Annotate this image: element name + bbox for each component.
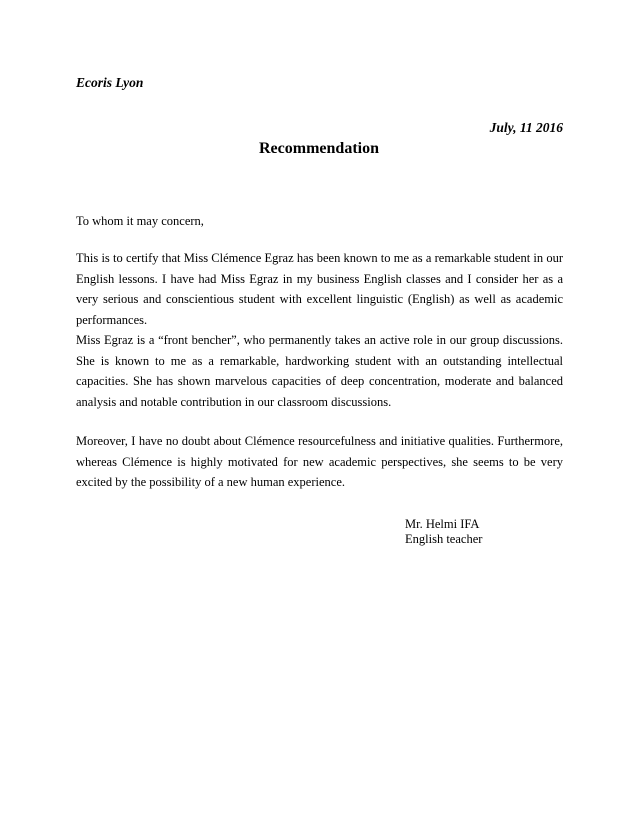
- signatory-role: English teacher: [405, 532, 483, 546]
- letter-title: Recommendation: [259, 140, 379, 157]
- paragraph-qualities: Moreover, I have no doubt about Clémence resourcefulness and initiative qualities. Furthermore, whereas Clémence is highly motivated for new academic perspectives, she seems to be very excited by the possibility of a new human experience.: [76, 434, 563, 489]
- signature-block: [405, 517, 482, 547]
- salutation: To whom it may concern,: [76, 214, 204, 228]
- signatory-name: Mr. Helmi IFA: [405, 517, 480, 531]
- letter-date: July, 11 2016: [489, 120, 563, 135]
- paragraph-certification: This is to certify that Miss Clémence Egraz has been known to me as a remarkable student in our English lessons. I have had Miss Egraz in my business English classes and I consider her as a very serious and conscientious student with excellent linguistic (English) as well as academic performances.: [76, 251, 563, 327]
- sender-name: Ecoris Lyon: [76, 75, 144, 90]
- paragraph-participation: Miss Egraz is a “front bencher”, who permanently takes an active role in our group discussions. She is known to me as a remarkable, hardworking student with an outstanding intellectual capacities. She has shown marvelous capacities of deep concentration, moderate and balanced analysis and notable contribution in our classroom discussions.: [76, 333, 563, 409]
